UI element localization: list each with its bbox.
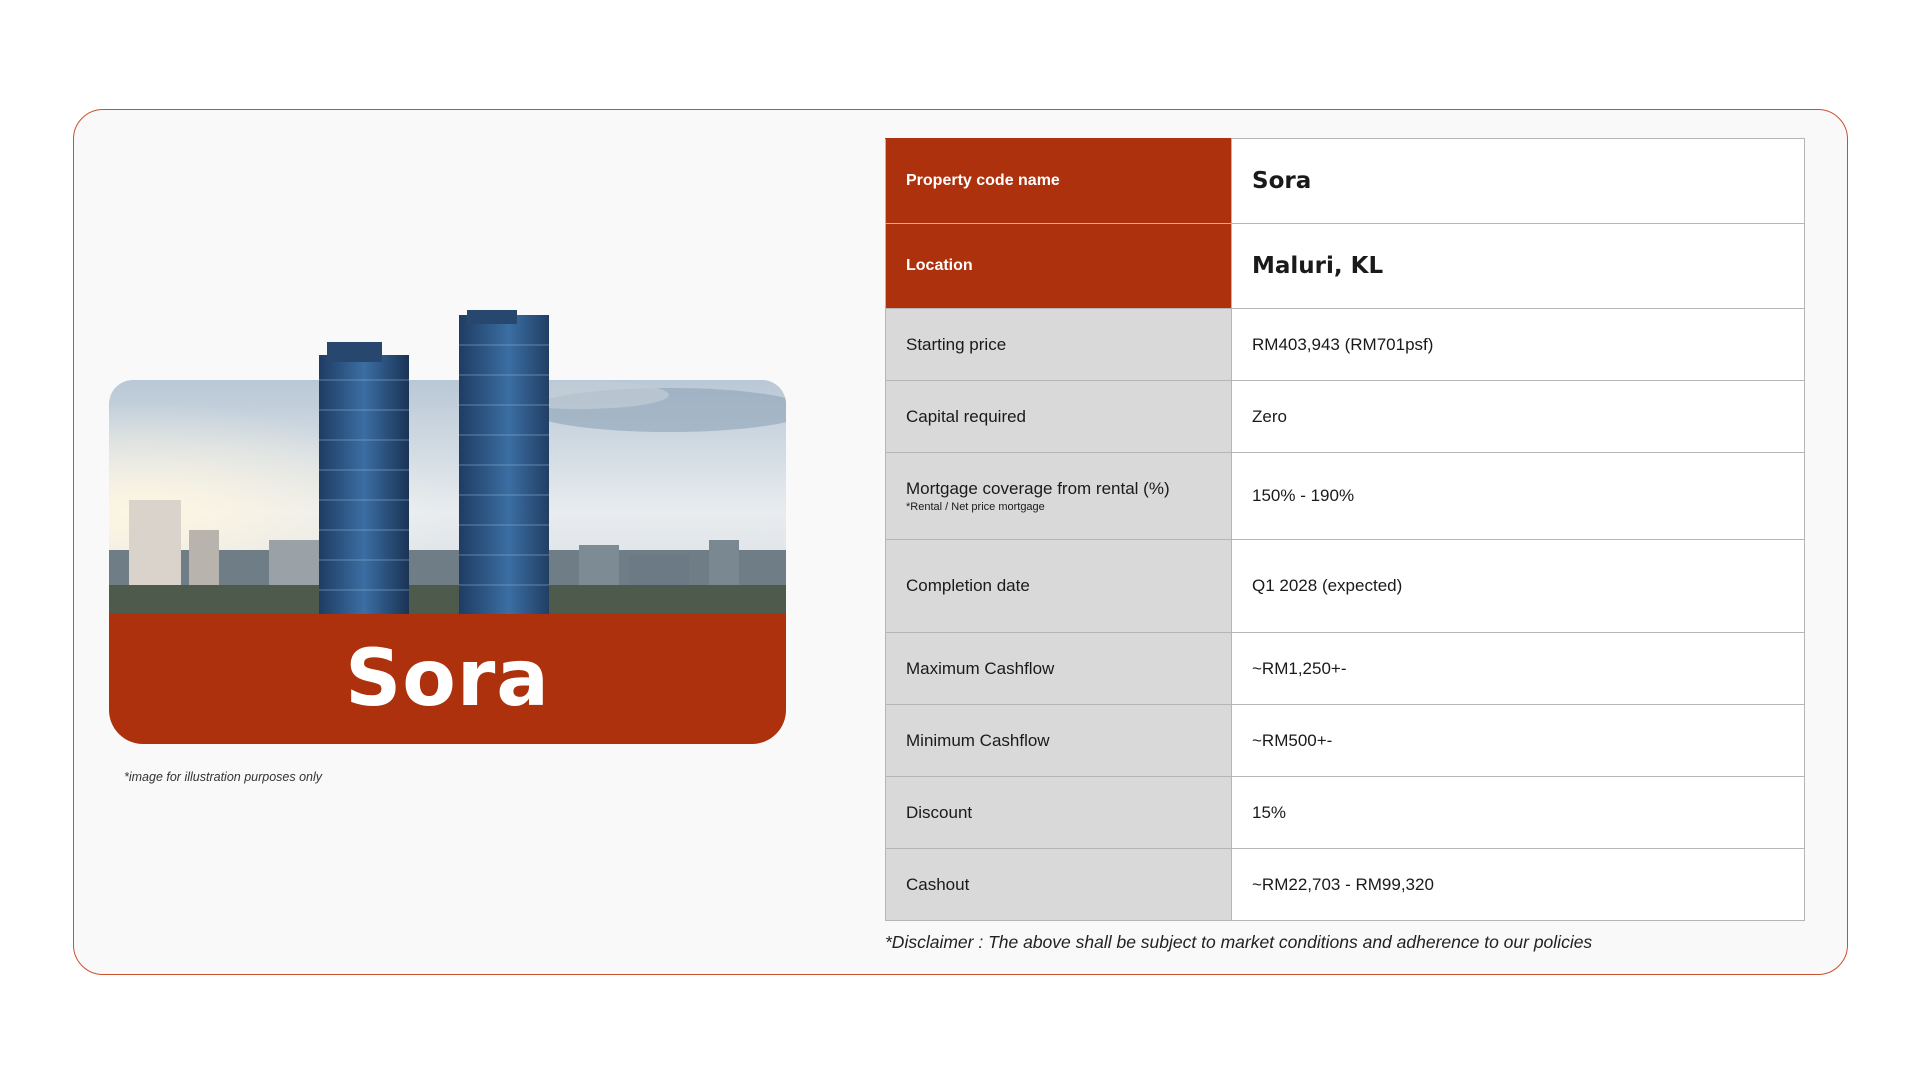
spec-label: Mortgage coverage from rental (%) xyxy=(906,479,1170,498)
disclaimer-text: *Disclaimer : The above shall be subject to market conditions and adherence to our policies xyxy=(885,932,1593,952)
image-caption: *image for illustration purposes only xyxy=(124,770,323,784)
spec-value: RM403,943 (RM701psf) xyxy=(1232,309,1805,381)
table-row xyxy=(886,777,1805,849)
spec-label-cell xyxy=(886,453,1232,540)
spec-label: Minimum Cashflow xyxy=(886,705,1232,777)
spec-value: 15% xyxy=(1232,777,1805,849)
table-row xyxy=(886,309,1805,381)
property-hero xyxy=(109,310,786,744)
spec-label: Discount xyxy=(886,777,1232,849)
table-row xyxy=(886,633,1805,705)
table-row xyxy=(886,139,1805,224)
spec-label: Cashout xyxy=(886,849,1232,921)
spec-value: Q1 2028 (expected) xyxy=(1232,540,1805,633)
spec-label: Capital required xyxy=(886,381,1232,453)
tower-illustration xyxy=(309,310,549,620)
spec-label: Location xyxy=(886,224,1232,309)
table-row xyxy=(886,849,1805,921)
spec-label: Maximum Cashflow xyxy=(886,633,1232,705)
spec-value: Zero xyxy=(1232,381,1805,453)
table-row xyxy=(886,224,1805,309)
spec-label-note: *Rental / Net price mortgage xyxy=(906,501,1045,513)
table-row xyxy=(886,381,1805,453)
spec-value: Maluri, KL xyxy=(1232,224,1805,309)
table-row xyxy=(886,453,1805,540)
spec-value: ~RM22,703 - RM99,320 xyxy=(1232,849,1805,921)
property-name-banner xyxy=(109,614,786,744)
spec-value: 150% - 190% xyxy=(1232,453,1805,540)
spec-value: Sora xyxy=(1232,139,1805,224)
spec-label: Property code name xyxy=(886,139,1232,224)
table-row xyxy=(886,540,1805,633)
spec-label: Completion date xyxy=(886,540,1232,633)
spec-label: Starting price xyxy=(886,309,1232,381)
property-name-title: Sora xyxy=(345,634,550,724)
table-row xyxy=(886,705,1805,777)
spec-value: ~RM500+- xyxy=(1232,705,1805,777)
property-spec-table xyxy=(885,138,1805,921)
spec-value: ~RM1,250+- xyxy=(1232,633,1805,705)
